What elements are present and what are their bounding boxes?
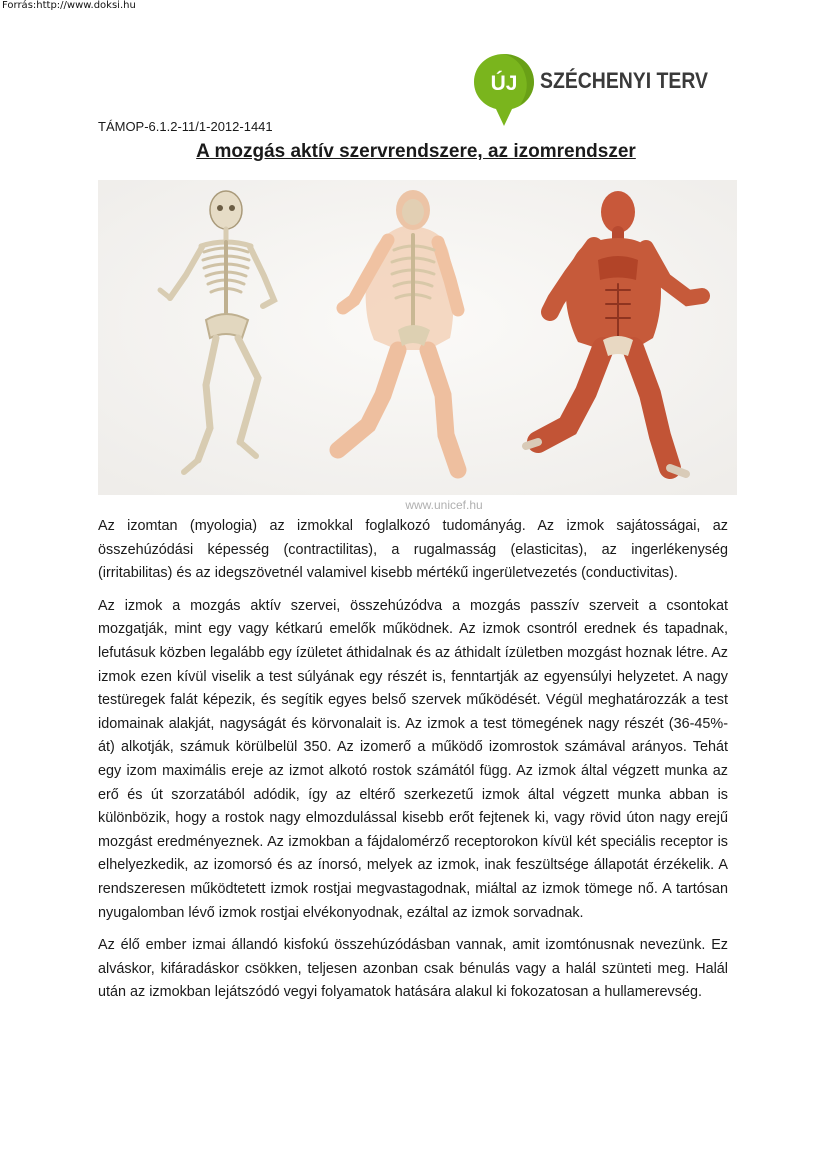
- image-credit: www.unicef.hu: [376, 498, 512, 512]
- body-text: [98, 515, 728, 1014]
- source-line: Forrás:http://www.doksi.hu: [2, 0, 136, 11]
- paragraph-2: Az izmok a mozgás aktív szervei, összehúzódva a mozgás passzív szerveit a csontokat mozgatják, mint egy vagy kétkarú emelők működnek. Az izmok csontról erednek és tapadnak, lefutásuk közben legalább egy ízületet áthidalnak és az áthidalt ízületben mozgást hoznak létre. Az izmok ezen kívül viselik a test súlyának egy részét is, fenntartják az egyensúlyi helyzetet. A nagy testüregek falát képezik, és segítik egyes belső szervek működését. Végül meghatározzák a test idomainak alakját, nagyságát és körvonalait is. Az izmok a test tömegének nagy részét (36-45%-át) alkotják, számuk körülbelül 350. Az izomerő a működő izomrostok számával arányos. Tehát egy izom maximális ereje az izmot alkotó rostok számától függ. Az izmok által végzett munka az erő és út szorzatából adódik, így az eltérő szerkezetű izmok által végzett munka abban is különbözik, hogy a rostok nagy elmozdulással kisebb erőt fejtenek ki, vagy rövid úton nagy erejű mozgást eredményeznek. Az izmokban a fájdalomérző receptorokon kívül két speciális receptor is elhelyezkedik, az izomorsó és az ínorsó, melyek az izmok, inak feszültsége állapotát érzékelik. A rendszeresen működtetett izmok rostjai megvastagodnak, miáltal az izmok tömege nő. A tartósan nyugalomban lévő izmok rostjai elvékonyodnak, ezáltal az izmok sorvadnak.: [98, 597, 728, 921]
- logo-text: SZÉCHENYI TERV: [540, 68, 708, 93]
- page-title: A mozgás aktív szervrendszere, az izomrendszer: [196, 141, 636, 162]
- running-skeleton-muscle-illustration: [98, 180, 737, 495]
- uj-szechenyi-terv-logo: [470, 52, 715, 128]
- paragraph-3: Az élő ember izmai állandó kisfokú összehúzódásban vannak, amit izomtónusnak nevezünk. Ez alváskor, kifáradáskor csökken, teljesen azonban csak bénulás vagy a halál szünteti meg. Halál után az izmokban lejátszódó vegyi folyamatok hatására alakul ki fokozatosan a hullamerevség.: [98, 937, 728, 1001]
- paragraph-1: Az izomtan (myologia) az izmokkal foglalkozó tudományág. Az izmok sajátosságai, az összehúzódási képesség (contractilitas), a rugalmasság (elasticitas), az ingerlékenység (irritabilitas) és az idegszövetnél valamivel kisebb mértékű ingerületvezetés (conductivitas).: [98, 518, 728, 582]
- project-code: TÁMOP-6.1.2-11/1-2012-1441: [98, 119, 273, 134]
- logo-badge: ÚJ: [490, 72, 518, 95]
